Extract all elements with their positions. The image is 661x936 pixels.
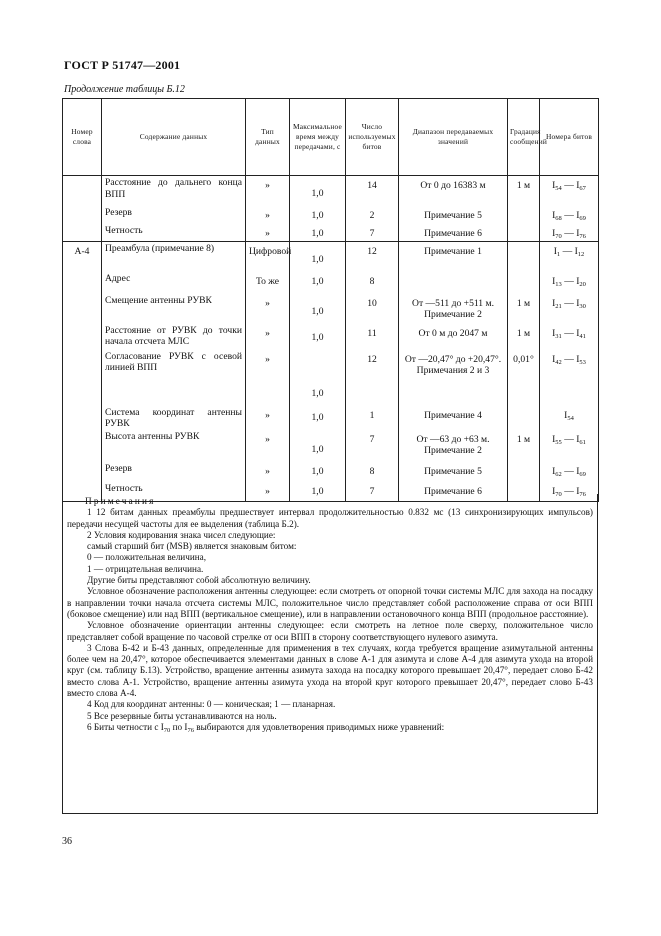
cell-bits: 2 [346, 206, 399, 224]
cell-type: Цифровой [246, 242, 290, 272]
cell-type: » [246, 224, 290, 242]
cell-bit-numbers: $I_{13}$ — $I_{20}$ [540, 272, 599, 294]
cell-bits: 7 [346, 224, 399, 242]
cell-content: Четность [102, 224, 246, 242]
cell-type: » [246, 482, 290, 502]
table-row [63, 224, 599, 242]
cell-word [63, 176, 102, 206]
table-row [63, 242, 599, 272]
cell-grad [508, 242, 540, 272]
cell-type: » [246, 176, 290, 206]
table-caption: Продолжение таблицы Б.12 [64, 84, 185, 95]
cell-time: 1,0 [290, 272, 346, 294]
cell-type: То же [246, 272, 290, 294]
cell-word [63, 324, 102, 350]
cell-word [63, 272, 102, 294]
cell-type: » [246, 294, 290, 324]
cell-content: Система координат антенны РУВК [102, 406, 246, 430]
cell-time: 1,0 [290, 324, 346, 350]
cell-bits: 8 [346, 462, 399, 482]
cell-content: Резерв [102, 206, 246, 224]
table-row [63, 430, 599, 462]
cell-bit-numbers: $I_{31}$ — $I_{41}$ [540, 324, 599, 350]
cell-range: Примечание 4 [399, 406, 508, 430]
cell-range: Примечание 6 [399, 482, 508, 502]
cell-bit-numbers: $I_{21}$ — $I_{30}$ [540, 294, 599, 324]
table-row [63, 294, 599, 324]
note-1: 1 12 битам данных преамбулы предшествует интервал продолжительностью 0.832 мс (13 синхронизирующих импульсов) передачи несущей частоты для ее выделения (таблица Б.2). [67, 507, 593, 529]
cell-time: 1,0 [290, 430, 346, 462]
note-4: 4 Код для координат антенны: 0 — коническая; 1 — планарная. [87, 699, 336, 710]
note-2-orientation-convention: Условное обозначение ориентации антенны следующее: если смотреть на летное поле сверху, положительное число представляет собой вращение по часовой стрелке от оси ВПП в сторону соответствующего нулевого азимута. [67, 620, 593, 642]
cell-bits: 7 [346, 482, 399, 502]
cell-content: Расстояние от РУВК до точки начала отсчета МЛС [102, 324, 246, 350]
cell-bits: 14 [346, 176, 399, 206]
cell-bits: 1 [346, 406, 399, 430]
cell-time: 1,0 [290, 224, 346, 242]
cell-time: 1,0 [290, 406, 346, 430]
cell-word [63, 206, 102, 224]
page-number: 36 [62, 836, 72, 847]
note-2-location-convention: Условное обозначение расположения антенны следующее: если смотреть от опорной точки системы МЛС для захода на посадку в направлении точки начала отсчета системы МЛС, положительное число представляет собой расположение справа от оси ВПП (боковое смещение) или над ВПП (вертикальное смещение), или в направлении остановочного конца ВПП (продольное расстояние). [67, 586, 593, 619]
data-table [62, 98, 599, 502]
cell-bit-numbers: $I_1$ — $I_{12}$ [540, 242, 599, 272]
cell-content: Адрес [102, 272, 246, 294]
col-header-grad: Градация сообщений [508, 99, 540, 176]
cell-type: » [246, 206, 290, 224]
notes-block [62, 494, 598, 814]
cell-range: От —511 до +511 м. Примечание 2 [399, 294, 508, 324]
cell-bit-numbers: $I_{70}$ — $I_{76}$ [540, 482, 599, 502]
cell-word [63, 294, 102, 324]
cell-range [399, 272, 508, 294]
table-row [63, 272, 599, 294]
cell-bits: 10 [346, 294, 399, 324]
cell-type: » [246, 350, 290, 406]
cell-time: 1,0 [290, 206, 346, 224]
table-row [63, 350, 599, 406]
table-row [63, 176, 599, 206]
cell-bits: 11 [346, 324, 399, 350]
cell-content: Смещение антенны РУВК [102, 294, 246, 324]
cell-time: 1,0 [290, 176, 346, 206]
table-row [63, 324, 599, 350]
cell-time: 1,0 [290, 294, 346, 324]
note-2-negative: 1 — отрицательная величина. [87, 563, 204, 574]
col-header-time: Максимальное время между передачами, с [290, 99, 346, 176]
cell-time: 1,0 [290, 462, 346, 482]
cell-word [63, 224, 102, 242]
cell-bit-numbers: $I_{70}$ — $I_{76}$ [540, 224, 599, 242]
document-header: ГОСТ Р 51747—2001 [64, 58, 181, 72]
cell-bit-numbers: $I_{42}$ — $I_{53}$ [540, 350, 599, 406]
cell-grad [508, 406, 540, 430]
cell-content: Высота антенны РУВК [102, 430, 246, 462]
cell-time: 1,0 [290, 482, 346, 502]
note-6: 6 Биты четности с $I_{70}$ по $I_{76}$ выбираются для удовлетворения приводимых ниже уравнений: [87, 721, 445, 734]
cell-grad: 1 м [508, 324, 540, 350]
col-header-type: Тип данных [246, 99, 290, 176]
cell-grad: 1 м [508, 294, 540, 324]
cell-time: 1,0 [290, 350, 346, 406]
cell-range: От —63 до +63 м. Примечание 2 [399, 430, 508, 462]
note-3: 3 Слова Б-42 и Б-43 данных, определенные для применения в тех случаях, когда требуется вращение азимутальной антенны более чем на 20,47°, которое обеспечивается элементами данных в слове А-1 для азимута и слове А-4 для азимута ухода на второй круг (см. таблицу Б.13). Устройство, вращение антенны азимута захода на посадку которого превышает 20,47°, передает слово Б-42 вместо слова А-1. Устройство, вращение антенны азимута ухода на второй круг которого превышает 20,47°, передает слово Б-43 вместо слова А-4. [67, 642, 593, 699]
note-5: 5 Все резервные биты устанавливаются на ноль. [87, 710, 277, 721]
col-header-bits: Число используемых битов [346, 99, 399, 176]
note-2-other-bits: Другие биты представляют собой абсолютную величину. [87, 575, 311, 586]
cell-bit-numbers: $I_{54}$ — $I_{67}$ [540, 176, 599, 206]
cell-bit-numbers: $I_{62}$ — $I_{69}$ [540, 462, 599, 482]
cell-bits: 8 [346, 272, 399, 294]
cell-range: От 0 до 16383 м [399, 176, 508, 206]
cell-content: Расстояние до дальнего конца ВПП [102, 176, 246, 206]
cell-bit-numbers: $I_{54}$ [540, 406, 599, 430]
note-2-positive: 0 — положительная величина, [87, 552, 207, 563]
cell-bits: 12 [346, 242, 399, 272]
cell-bits: 7 [346, 430, 399, 462]
table-header-row [63, 99, 599, 176]
cell-type: » [246, 430, 290, 462]
cell-grad [508, 462, 540, 482]
cell-grad: 0,01° [508, 350, 540, 406]
cell-content: Четность [102, 482, 246, 502]
cell-grad [508, 272, 540, 294]
cell-content: Резерв [102, 462, 246, 482]
cell-word [63, 406, 102, 430]
cell-grad [508, 206, 540, 224]
cell-range: От —20,47° до +20,47°. Примечания 2 и 3 [399, 350, 508, 406]
note-2: 2 Условия кодирования знака чисел следующие: [87, 529, 276, 540]
cell-word [63, 350, 102, 406]
cell-type: » [246, 462, 290, 482]
cell-word [63, 462, 102, 482]
cell-range: Примечание 1 [399, 242, 508, 272]
cell-bits: 12 [346, 350, 399, 406]
notes-title: Примечания [85, 496, 156, 506]
cell-type: » [246, 406, 290, 430]
table-row [63, 462, 599, 482]
cell-word: А-4 [63, 242, 102, 272]
cell-range: Примечание 5 [399, 206, 508, 224]
cell-range: Примечание 6 [399, 224, 508, 242]
cell-bit-numbers: $I_{55}$ — $I_{61}$ [540, 430, 599, 462]
cell-content: Преамбула (примечание 8) [102, 242, 246, 272]
cell-type: » [246, 324, 290, 350]
cell-time: 1,0 [290, 242, 346, 272]
cell-grad: 1 м [508, 430, 540, 462]
col-header-content: Содержание данных [102, 99, 246, 176]
cell-word [63, 430, 102, 462]
cell-range: Примечание 5 [399, 462, 508, 482]
table-row [63, 406, 599, 430]
col-header-word: Номер слова [63, 99, 102, 176]
col-header-range: Диапазон передаваемых значений [399, 99, 508, 176]
col-header-num: Номера битов [540, 99, 599, 176]
cell-range: От 0 м до 2047 м [399, 324, 508, 350]
cell-grad [508, 224, 540, 242]
cell-content: Согласование РУВК с осевой линией ВПП [102, 350, 246, 406]
cell-bit-numbers: $I_{68}$ — $I_{69}$ [540, 206, 599, 224]
table-row [63, 206, 599, 224]
note-2-msb: самый старший бит (MSB) является знаковым битом: [87, 541, 297, 552]
cell-grad: 1 м [508, 176, 540, 206]
